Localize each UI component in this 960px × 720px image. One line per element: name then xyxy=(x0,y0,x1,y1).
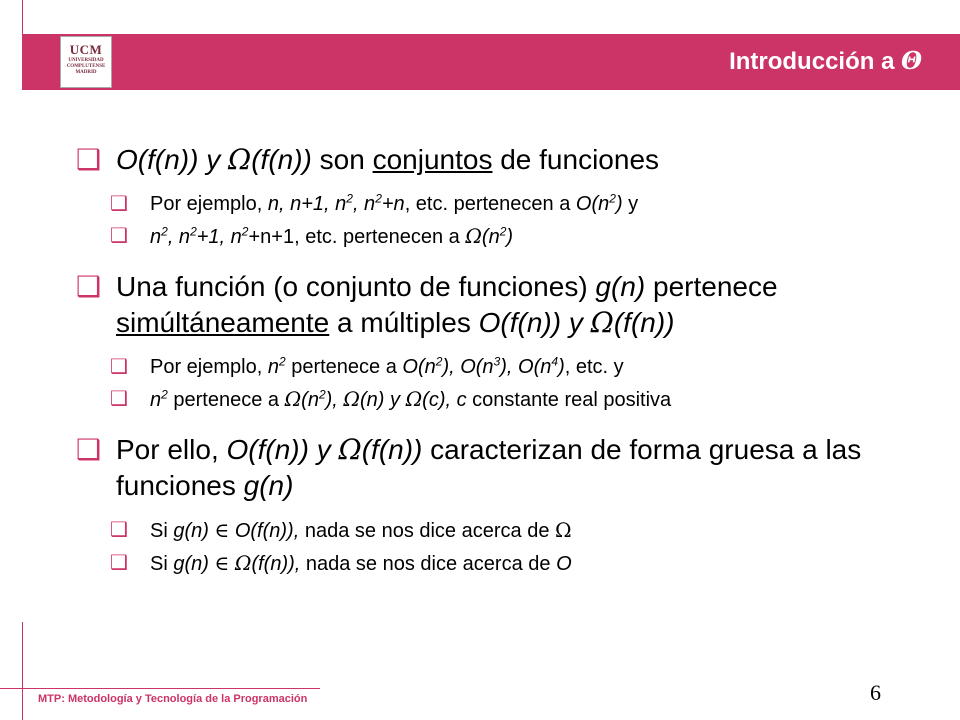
bullet-icon: ❑ xyxy=(76,434,102,465)
bullet-icon: ❑ xyxy=(76,271,102,302)
bullet-icon: ❑ xyxy=(110,193,128,215)
slide-content xyxy=(76,142,936,596)
slide-title-text: Introducción a xyxy=(729,48,902,75)
ucm-logo xyxy=(60,36,112,88)
bullet-2: ❑ Una función (o conjunto de funciones) g(n) pertenece simúltáneamente a múltiples O(f(n)) y Ω(f(n)) xyxy=(76,271,778,339)
bullet-icon: ❑ xyxy=(110,552,128,574)
footer-text: MTP: Metodología y Tecnología de la Programación xyxy=(38,693,308,705)
slide-title xyxy=(729,46,922,76)
bullet-icon: ❑ xyxy=(110,225,128,247)
page-number: 6 xyxy=(870,680,881,705)
bullet-icon: ❑ xyxy=(76,144,102,175)
bullet-icon: ❑ xyxy=(110,388,128,410)
bullet-3-1: ❑ Si g(n) ∈ O(f(n)), nada se nos dice acerca de Ω xyxy=(110,518,572,542)
footer-horizontal-line xyxy=(0,688,320,689)
footer-vertical-line xyxy=(22,622,23,720)
logo-main: UCM xyxy=(69,42,103,57)
logo-line-1: UNIVERSIDAD xyxy=(68,58,104,63)
theta-symbol: Θ xyxy=(901,46,922,75)
bullet-icon: ❑ xyxy=(110,519,128,541)
bullet-icon: ❑ xyxy=(110,356,128,378)
logo-line-2: COMPLUTENSE xyxy=(66,64,106,69)
bullet-2-2: ❑ $n^2$ pertenece a $\Omega(n^2)$, Ω(n) y Ω(c), c constante real positiva xyxy=(110,387,672,411)
logo-line-3: MADRID xyxy=(75,70,97,75)
bullet-1-1: ❑ Por ejemplo, n, n+1, $n^2$, $n^2+n$, etc. pertenecen a $O(n^2)$ y xyxy=(110,191,639,215)
bullet-block-2 xyxy=(76,269,936,412)
bullet-2-1: ❑ Por ejemplo, $n^2$ pertenece a $O(n^2)$, $O(n^3)$, $O(n^4)$, etc. y xyxy=(110,354,624,378)
bullet-1-2: ❑ $n^2$, $n^2+1$, $n^2+n+1$, etc. pertenecen a $\Omega(n^2)$ xyxy=(110,224,514,248)
bullet-3-2: ❑ Si g(n) ∈ Ω(f(n)), nada se nos dice acerca de O xyxy=(110,551,572,575)
bullet-block-1 xyxy=(76,142,936,249)
bullet-block-3 xyxy=(76,432,936,576)
bullet-3: ❑ Por ello, O(f(n)) y Ω(f(n)) caracterizan de forma gruesa a las funciones g(n) xyxy=(76,433,862,501)
bullet-1: ❑ O(f(n)) y Ω(f(n)) son conjuntos de funciones xyxy=(76,143,660,176)
